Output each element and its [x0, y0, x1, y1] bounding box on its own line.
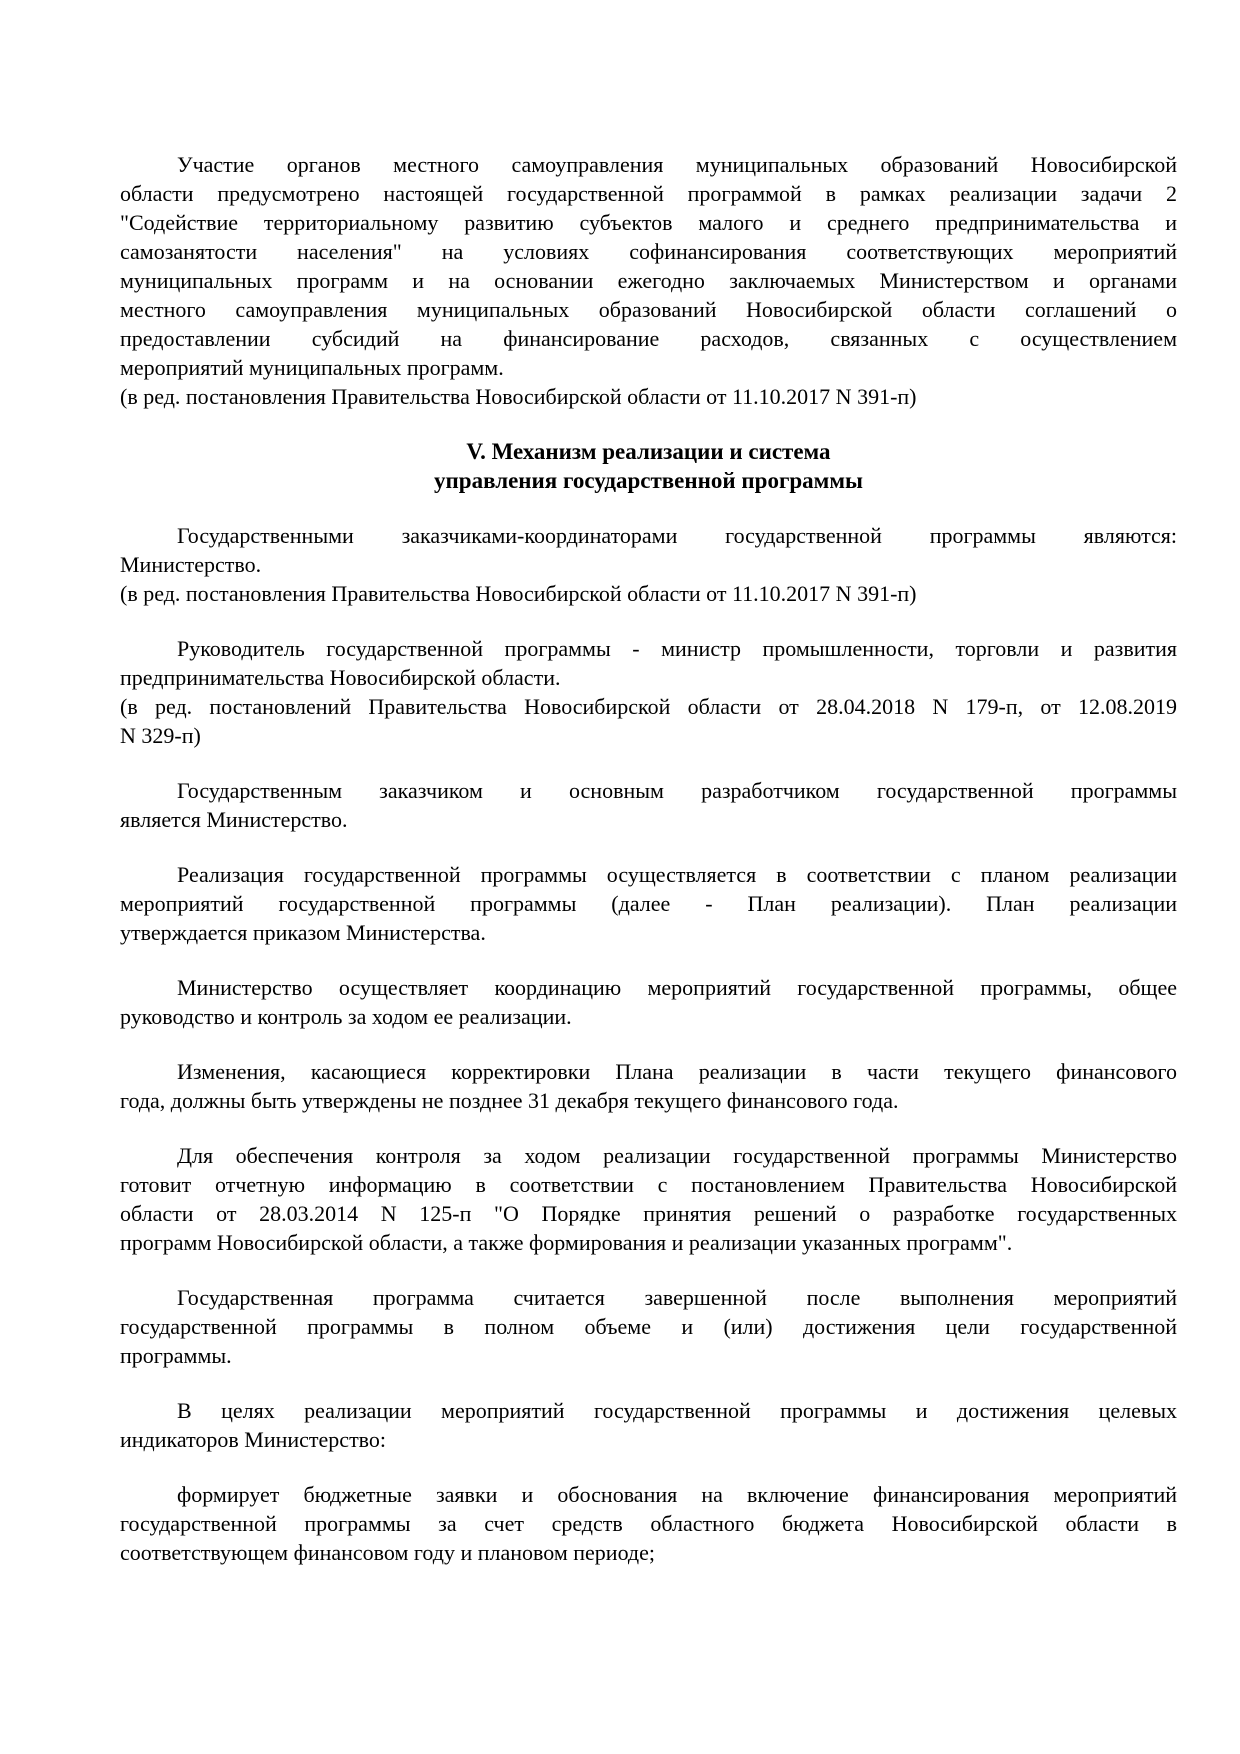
paragraph [120, 1283, 1177, 1370]
amendment-note: (в ред. постановления Правительства Новосибирской области от 11.10.2017 N 391-п) [120, 581, 917, 606]
paragraph [120, 1480, 1177, 1567]
text-line: Руководитель государственной программы - министр промышленности, торговли и развития [177, 636, 1177, 661]
paragraph [120, 776, 1177, 834]
text-line: области предусмотрено настоящей государственной программой в рамках реализации задачи 2 [120, 181, 1177, 206]
text-line: муниципальных программ и на основании ежегодно заключаемых Министерством и органами [120, 268, 1177, 293]
text-line: готовит отчетную информацию в соответствии с постановлением Правительства Новосибирской [120, 1172, 1177, 1197]
paragraph [120, 521, 1177, 608]
text-line: Министерство осуществляет координацию мероприятий государственной программы, общее [177, 975, 1177, 1000]
text-line: Государственная программа считается завершенной после выполнения мероприятий [177, 1285, 1177, 1310]
paragraph [120, 860, 1177, 947]
text-line: местного самоуправления муниципальных образований Новосибирской области соглашений о [120, 297, 1177, 322]
text-line: Изменения, касающиеся корректировки Плана реализации в части текущего финансового [177, 1059, 1177, 1084]
paragraph [120, 150, 1177, 411]
text-line: области от 28.03.2014 N 125-п "О Порядке принятия решений о разработке государственных [120, 1201, 1177, 1226]
text-line: управления государственной программы [434, 468, 863, 493]
paragraph [120, 634, 1177, 750]
text-line: Государственным заказчиком и основным разработчиком государственной программы [177, 778, 1177, 803]
paragraph [120, 973, 1177, 1031]
text-line: предоставлении субсидий на финансирование расходов, связанных с осуществлением [120, 326, 1177, 351]
text-line: Министерство. [120, 552, 262, 577]
text-line: государственной программы в полном объеме и (или) достижения цели государственной [120, 1314, 1177, 1339]
text-line: В целях реализации мероприятий государственной программы и достижения целевых [177, 1398, 1177, 1423]
document-page [120, 150, 1177, 1593]
text-line: Реализация государственной программы осуществляется в соответствии с планом реализации [177, 862, 1177, 887]
text-line: формирует бюджетные заявки и обоснования на включение финансирования мероприятий [177, 1482, 1177, 1507]
amendment-note: (в ред. постановлений Правительства Новосибирской области от 28.04.2018 N 179-п, от 12.08.2019 [120, 694, 1177, 719]
text-line: Государственными заказчиками-координаторами государственной программы являются: [177, 523, 1177, 548]
text-line: "Содействие территориальному развитию субъектов малого и среднего предпринимательства и [120, 210, 1177, 235]
paragraph [120, 1057, 1177, 1115]
text-line: Участие органов местного самоуправления муниципальных образований Новосибирской [177, 152, 1177, 177]
amendment-note: N 329-п) [120, 723, 201, 748]
text-line: программы. [120, 1343, 232, 1368]
text-line: года, должны быть утверждены не позднее 31 декабря текущего финансового года. [120, 1088, 899, 1113]
text-line: утверждается приказом Министерства. [120, 920, 486, 945]
text-line: индикаторов Министерство: [120, 1427, 387, 1452]
section-heading [120, 437, 1177, 495]
text-line: программ Новосибирской области, а также формирования и реализации указанных программ". [120, 1230, 1013, 1255]
text-line: самозанятости населения" на условиях софинансирования соответствующих мероприятий [120, 239, 1177, 264]
text-line: V. Механизм реализации и система [466, 439, 831, 464]
text-line: государственной программы за счет средств областного бюджета Новосибирской области в [120, 1511, 1177, 1536]
amendment-note: (в ред. постановления Правительства Новосибирской области от 11.10.2017 N 391-п) [120, 384, 917, 409]
text-line: является Министерство. [120, 807, 348, 832]
text-line: мероприятий муниципальных программ. [120, 355, 504, 380]
text-line: соответствующем финансовом году и плановом периоде; [120, 1540, 656, 1565]
paragraph [120, 1141, 1177, 1257]
text-line: Для обеспечения контроля за ходом реализации государственной программы Министерство [177, 1143, 1177, 1168]
text-line: мероприятий государственной программы (далее - План реализации). План реализации [120, 891, 1177, 916]
text-line: предпринимательства Новосибирской области. [120, 665, 561, 690]
paragraph [120, 1396, 1177, 1454]
text-line: руководство и контроль за ходом ее реализации. [120, 1004, 572, 1029]
